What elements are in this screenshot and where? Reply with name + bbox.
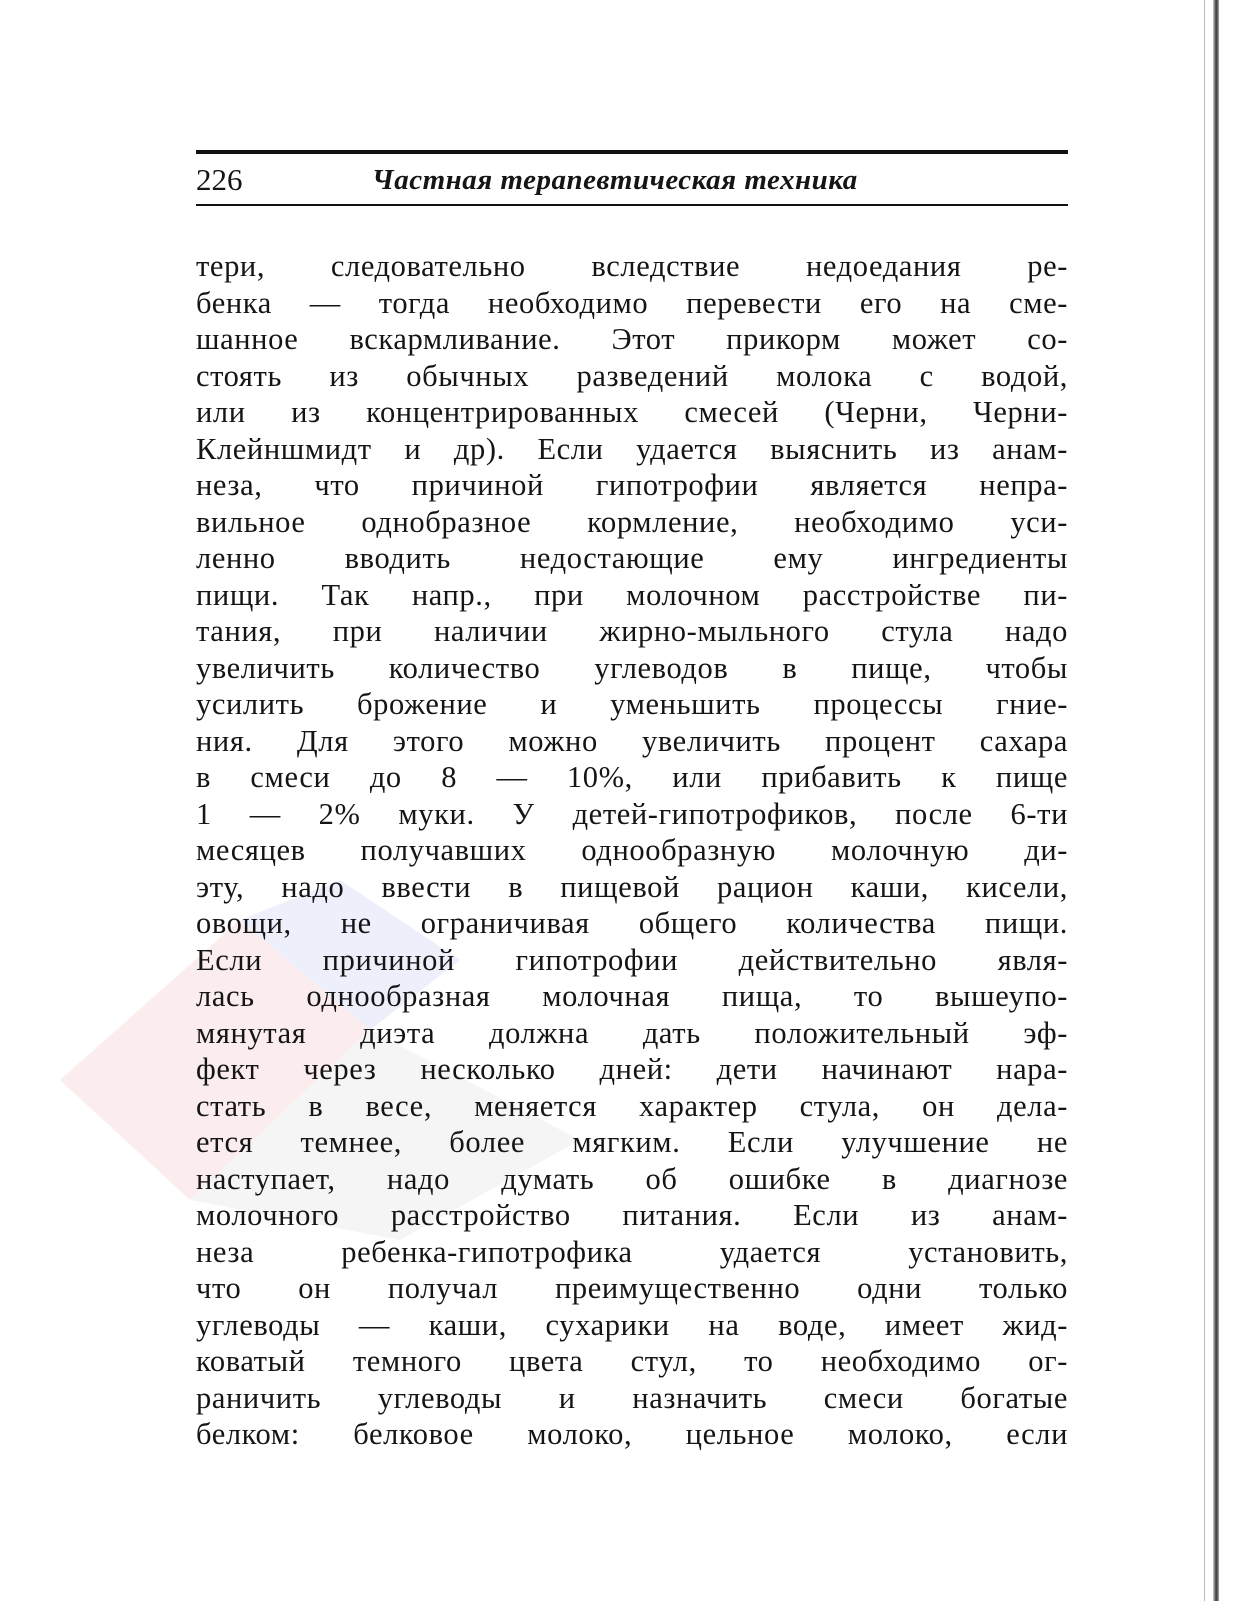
- header-rule-bottom: [196, 204, 1068, 206]
- page-number: 226: [196, 162, 243, 197]
- text-line: бенка — тогда необходимо перевести его на сме-: [196, 285, 1068, 320]
- text-line: Если причиной гипотрофии действительно явля-: [196, 942, 1068, 977]
- text-line: что он получал преимущественно одни только: [196, 1271, 1068, 1305]
- text-line: лась однообразная молочная пища, то вышеупо-: [196, 979, 1068, 1013]
- text-line: тери, следовательно вследствие недоедания ре-: [196, 249, 1068, 283]
- text-line: в смеси до 8 — 10%, или прибавить к пище: [196, 760, 1068, 794]
- text-line: ния. Для этого можно увеличить процент сахара: [196, 723, 1068, 758]
- text-line: ленно вводить недостающие ему ингредиенты: [196, 541, 1068, 575]
- text-line: усилить брожение и уменьшить процессы гние-: [196, 687, 1068, 721]
- text-line: месяцев получавших однообразную молочную ди-: [196, 833, 1068, 867]
- text-line: ется темнее, более мягким. Если улучшение не: [196, 1125, 1068, 1159]
- text-line: молочного расстройство питания. Если из анам-: [196, 1198, 1068, 1232]
- text-line: неза ребенка-гипотрофика удается установить,: [196, 1234, 1068, 1269]
- text-line: наступает, надо думать об ошибке в диагнозе: [196, 1161, 1068, 1196]
- book-page: [196, 150, 1068, 1453]
- text-line: вильное однобразное кормление, необходимо уси-: [196, 504, 1068, 539]
- text-line: неза, что причиной гипотрофии является непра-: [196, 468, 1068, 502]
- running-title: Частная терапевтическая техника: [372, 164, 858, 196]
- text-line: Клейншмидт и др). Если удается выяснить из анам-: [196, 431, 1068, 466]
- text-line: раничить углеводы и назначить смеси богатые: [196, 1380, 1068, 1415]
- text-line: или из концентрированных смесей (Черни, Черни-: [196, 395, 1068, 429]
- text-line: пищи. Так напр., при молочном расстройстве пи-: [196, 577, 1068, 612]
- text-line: тания, при наличии жирно-мыльного стула надо: [196, 614, 1068, 648]
- text-line: белком: белковое молоко, цельное молоко, если: [196, 1417, 1068, 1451]
- text-line: углеводы — каши, сухарики на воде, имеет жид-: [196, 1307, 1068, 1342]
- text-line: эту, надо ввести в пищевой рацион каши, кисели,: [196, 869, 1068, 904]
- text-line: 1 — 2% муки. У детей-гипотрофиков, после 6-ти: [196, 796, 1068, 831]
- text-line: овощи, не ограничивая общего количества пищи.: [196, 906, 1068, 940]
- scan-page-edge-line: [1204, 0, 1205, 1601]
- scan-page-edge: [1213, 0, 1219, 1601]
- page-header: [196, 154, 1068, 204]
- body-text: [196, 248, 1068, 1453]
- text-line: стать в весе, меняется характер стула, он дела-: [196, 1088, 1068, 1123]
- text-line: стоять из обычных разведений молока с водой,: [196, 358, 1068, 393]
- text-line: коватый темного цвета стул, то необходимо ог-: [196, 1344, 1068, 1378]
- text-line: шанное вскармливание. Этот прикорм может со-: [196, 322, 1068, 356]
- text-line: увеличить количество углеводов в пище, чтобы: [196, 650, 1068, 685]
- text-line: фект через несколько дней: дети начинают нара-: [196, 1052, 1068, 1086]
- text-line: мянутая диэта должна дать положительный эф-: [196, 1015, 1068, 1050]
